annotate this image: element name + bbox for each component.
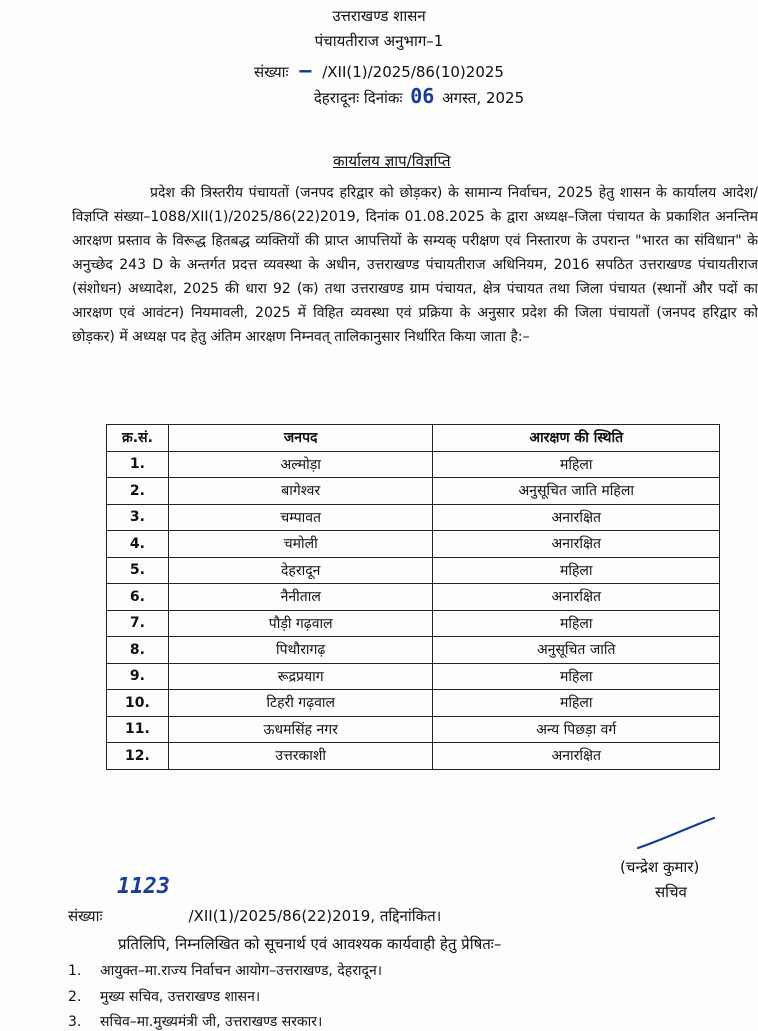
table-body: [107, 451, 720, 769]
cell-district: उत्तरकाशी: [168, 743, 433, 770]
document-title: कार्यालय ज्ञाप/विज्ञप्ति: [333, 152, 451, 170]
reference-suffix: /XII(1)/2025/86(10)2025: [322, 63, 504, 81]
cell-serial: 12.: [107, 743, 169, 770]
copy-intro: प्रतिलिपि, निम्नलिखित को सूचनार्थ एवं आवश्यक कार्यवाही हेतु प्रेषितः–: [118, 935, 502, 953]
govt-name: उत्तराखण्ड शासन: [332, 7, 426, 25]
handwritten-dispatch-number: 1123: [117, 874, 170, 899]
cell-district: नैनीताल: [168, 584, 433, 611]
cell-serial: 6.: [107, 584, 169, 611]
column-header-reservation-status: आरक्षण की स्थिति: [433, 425, 720, 452]
body-paragraph: [72, 181, 758, 349]
table-row: [107, 716, 720, 743]
cell-serial: 2.: [107, 478, 169, 505]
column-header-district: जनपद: [168, 425, 433, 452]
cell-serial: 1.: [107, 451, 169, 478]
cell-serial: 5.: [107, 557, 169, 584]
cell-district: चम्पावत: [168, 504, 433, 531]
cell-district: ऊधमसिंह नगर: [168, 716, 433, 743]
table-row: [107, 531, 720, 558]
cell-serial: 8.: [107, 637, 169, 664]
table-row: [107, 690, 720, 717]
cell-reservation-status: महिला: [433, 610, 720, 637]
cell-district: पिथौरागढ़: [168, 637, 433, 664]
cell-reservation-status: महिला: [433, 663, 720, 690]
copy-reference-suffix: /XII(1)/2025/86(22)2019, तद्दिनांकित।: [188, 907, 442, 925]
table-row: [107, 663, 720, 690]
table-row: [107, 478, 720, 505]
cell-reservation-status: अनुसूचित जाति: [433, 637, 720, 664]
date-handwritten-day: 06: [410, 84, 435, 108]
cell-reservation-status: अन्य पिछड़ा वर्ग: [433, 716, 720, 743]
cell-serial: 9.: [107, 663, 169, 690]
copy-list-text: सचिव–मा.मुख्यमंत्री जी, उत्तराखण्ड सरकार।: [100, 1014, 323, 1030]
date-suffix: अगस्त, 2025: [442, 89, 525, 107]
cell-reservation-status: अनुसूचित जाति महिला: [433, 478, 720, 505]
table-row: [107, 451, 720, 478]
signatory-name: (चन्द्रेश कुमार): [620, 858, 700, 876]
signatory-designation: सचिव: [655, 883, 687, 901]
table-row: [107, 743, 720, 770]
copy-list-item: [68, 1012, 322, 1031]
cell-district: अल्मोड़ा: [168, 451, 433, 478]
cell-serial: 10.: [107, 690, 169, 717]
cell-district: पौड़ी गढ़वाल: [168, 610, 433, 637]
copy-list-text: मुख्य सचिव, उत्तराखण्ड शासन।: [100, 989, 261, 1005]
reference-prefix: संख्याः: [254, 63, 289, 81]
cell-district: रूद्रप्रयाग: [168, 663, 433, 690]
copy-reference: [68, 906, 441, 926]
cell-reservation-status: अनारक्षित: [433, 743, 720, 770]
table-row: [107, 610, 720, 637]
cell-reservation-status: महिला: [433, 557, 720, 584]
table-row: [107, 584, 720, 611]
copy-list-number: 2.: [68, 989, 82, 1005]
body-text: प्रदेश की त्रिस्तरीय पंचायतों (जनपद हरिद्वार को छोड़कर) के सामान्य निर्वाचन, 2025 हेतु शासन के कार्यालय आदेश/विज्ञप्ति संख्या–1088/XII(1)/2025/86(22)2019, दिनांक 01.08.2025 के द्वारा अध्यक्ष–जिला पंचायत के प्रकाशित अनन्तिम आरक्षण प्रस्ताव के विरूद्ध हितबद्ध व्यक्तियों की प्राप्त आपत्तियों के सम्यक् परीक्षण एवं निस्तारण के उपरान्त "भारत का संविधान" के अनुच्छेद 243 D के अन्तर्गत प्रदत्त व्यवस्था के अधीन, उत्तराखण्ड पंचायतीराज अधिनियम, 2016 सपठित उत्तराखण्ड पंचायतीराज (संशोधन) अध्यादेश, 2025 की धारा 92 (क) तथा उत्तराखण्ड ग्राम पंचायत, क्षेत्र पंचायत तथा जिला पंचायत (स्थानों और पदों का आरक्षण एवं आवंटन) नियमावली, 2025 में विहित व्यवस्था एवं प्रक्रिया के अनुसार प्रदेश की जिला पंचायतों (जनपद हरिद्वार को छोड़कर) में अध्यक्ष पद हेतु अंतिम आरक्षण निम्नवत् तालिकानुसार निर्धारित किया जाता है:–: [72, 185, 758, 345]
cell-district: देहरादून: [168, 557, 433, 584]
cell-serial: 11.: [107, 716, 169, 743]
copy-list-text: आयुक्त–मा.राज्य निर्वाचन आयोग–उत्तराखण्ड, देहरादून।: [100, 963, 383, 979]
cell-reservation-status: अनारक्षित: [433, 504, 720, 531]
cell-serial: 7.: [107, 610, 169, 637]
cell-district: टिहरी गढ़वाल: [168, 690, 433, 717]
cell-reservation-status: महिला: [433, 451, 720, 478]
signature: [632, 810, 722, 855]
section-name: पंचायतीराज अनुभाग–1: [314, 32, 444, 50]
cell-reservation-status: महिला: [433, 690, 720, 717]
copy-list-number: 1.: [68, 963, 82, 979]
cell-reservation-status: अनारक्षित: [433, 531, 720, 558]
copy-list-item: [68, 961, 382, 980]
reservation-table: [106, 424, 720, 770]
copy-reference-prefix: संख्याः: [68, 907, 103, 925]
cell-district: बागेश्वर: [168, 478, 433, 505]
reference-number: [0, 58, 758, 82]
cell-serial: 4.: [107, 531, 169, 558]
date-prefix: देहरादूनः दिनांकः: [313, 89, 403, 107]
table-row: [107, 557, 720, 584]
cell-district: चमोली: [168, 531, 433, 558]
cell-serial: 3.: [107, 504, 169, 531]
column-header-serial: क्र.सं.: [107, 425, 169, 452]
table-row: [107, 504, 720, 531]
table-header-row: [107, 425, 720, 452]
cell-reservation-status: अनारक्षित: [433, 584, 720, 611]
copy-list-item: [68, 987, 260, 1006]
issue-date: [40, 84, 758, 108]
table-row: [107, 637, 720, 664]
copy-list-number: 3.: [68, 1014, 82, 1030]
reference-handwritten-mark: —: [299, 58, 312, 82]
